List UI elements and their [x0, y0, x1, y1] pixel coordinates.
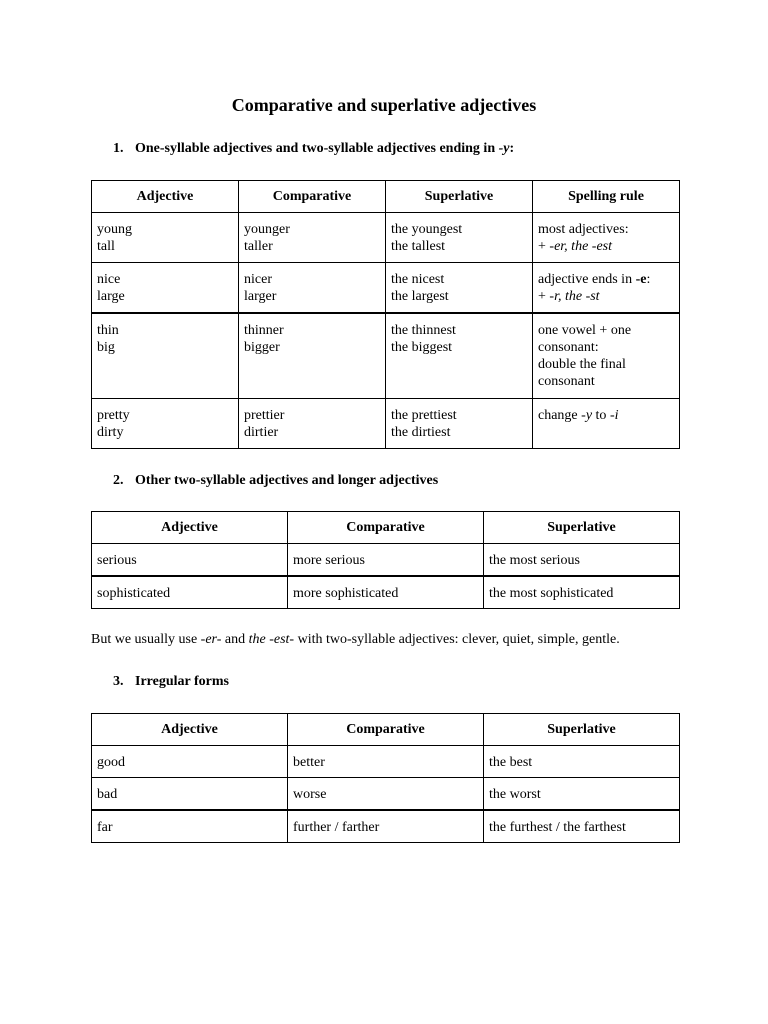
- section-2-number: 2.: [113, 473, 124, 488]
- table-row: [92, 576, 680, 609]
- table-row: [92, 544, 680, 577]
- table-longer-adjectives: [91, 511, 680, 609]
- note-text: But we usually use: [91, 632, 201, 647]
- rule-text: [538, 271, 674, 288]
- word: big: [97, 339, 115, 355]
- cell-comparative: worse: [288, 778, 484, 811]
- section-2-heading: [113, 472, 438, 489]
- cell-adjective: [92, 263, 239, 313]
- cell-adjective: far: [92, 810, 288, 843]
- header-comparative: Comparative: [239, 181, 386, 213]
- word: the dirtiest: [391, 425, 451, 440]
- cell-comparative: better: [288, 746, 484, 778]
- cell-adjective: [92, 213, 239, 263]
- note-text: with two-syllable adjectives: clever, quiet, simple, gentle.: [294, 632, 620, 647]
- section-3-number: 3.: [113, 674, 124, 689]
- header-superlative: Superlative: [484, 714, 680, 746]
- cell-adjective: [92, 313, 239, 399]
- word: thin: [97, 322, 119, 338]
- cell-superlative: [386, 263, 533, 313]
- cell-spelling-rule: [533, 263, 680, 313]
- table-row: [92, 313, 680, 399]
- rule-text: one vowel + one: [538, 322, 632, 338]
- cell-spelling-rule: [533, 399, 680, 449]
- table-row: [92, 778, 680, 811]
- word: nicer: [244, 272, 272, 287]
- header-superlative: Superlative: [386, 181, 533, 213]
- header-comparative: Comparative: [288, 714, 484, 746]
- section-1-number: 1.: [113, 141, 124, 156]
- word: young: [97, 222, 132, 237]
- word: large: [97, 289, 125, 304]
- cell-adjective: sophisticated: [92, 576, 288, 609]
- note-italic: -er-: [200, 632, 222, 647]
- table-header-row: [92, 512, 680, 544]
- cell-superlative: the furthest / the farthest: [484, 810, 680, 843]
- header-adjective: Adjective: [92, 512, 288, 544]
- cell-superlative: [386, 399, 533, 449]
- table-header-row: [92, 714, 680, 746]
- rule-italic: -y: [581, 408, 593, 423]
- rule-italic: -er, the -est: [549, 239, 612, 254]
- section-2-heading-text: Other two-syllable adjectives and longer adjectives: [135, 473, 439, 488]
- rule-bold: -e: [635, 272, 647, 287]
- header-superlative: Superlative: [484, 512, 680, 544]
- word: dirtier: [244, 425, 279, 440]
- rule-text: consonant: [538, 373, 595, 389]
- rule-text: double the final: [538, 356, 626, 372]
- cell-superlative: [386, 213, 533, 263]
- cell-superlative: [386, 313, 533, 399]
- word: thinner: [244, 322, 284, 338]
- cell-comparative: more sophisticated: [288, 576, 484, 609]
- cell-superlative: the best: [484, 746, 680, 778]
- section-3-heading-text: Irregular forms: [135, 674, 229, 689]
- table-header-row: [92, 181, 680, 213]
- rule-text: most adjectives:: [538, 222, 629, 237]
- cell-comparative: [239, 263, 386, 313]
- note-italic: the -est-: [248, 632, 295, 647]
- section-3-heading: [113, 673, 229, 690]
- word: bigger: [244, 339, 280, 355]
- table-row: [92, 810, 680, 843]
- word: the youngest: [391, 222, 463, 237]
- cell-spelling-rule: [533, 213, 680, 263]
- rule-plain: to: [592, 408, 610, 423]
- cell-adjective: good: [92, 746, 288, 778]
- note-text: and: [221, 632, 249, 647]
- word: nice: [97, 272, 121, 287]
- cell-adjective: [92, 399, 239, 449]
- table-row: [92, 263, 680, 313]
- cell-comparative: further / farther: [288, 810, 484, 843]
- word: the tallest: [391, 239, 446, 254]
- word: tall: [97, 239, 115, 254]
- section-1-heading-colon: :: [509, 141, 515, 156]
- section-1-heading-italic: -y: [498, 141, 510, 156]
- word: dirty: [97, 425, 124, 440]
- rule-italic: -i: [609, 408, 619, 423]
- cell-adjective: serious: [92, 544, 288, 577]
- table-row: [92, 746, 680, 778]
- rule-text: [538, 288, 674, 305]
- header-adjective: Adjective: [92, 714, 288, 746]
- header-spelling-rule: Spelling rule: [533, 181, 680, 213]
- cell-spelling-rule: [533, 313, 680, 399]
- cell-comparative: [239, 313, 386, 399]
- section-1-heading-text: One-syllable adjectives and two-syllable adjectives ending in: [135, 141, 499, 156]
- header-comparative: Comparative: [288, 512, 484, 544]
- rule-plain: +: [538, 239, 550, 254]
- cell-comparative: [239, 399, 386, 449]
- rule-italic: -r, the -st: [549, 289, 600, 304]
- header-adjective: Adjective: [92, 181, 239, 213]
- table-irregular-forms: [91, 713, 680, 843]
- rule-text: [538, 238, 674, 255]
- word: the biggest: [391, 339, 453, 355]
- section-1-heading: [113, 140, 514, 157]
- rule-plain: +: [538, 289, 550, 304]
- rule-text: consonant:: [538, 339, 599, 355]
- table-one-syllable: [91, 180, 680, 449]
- word: pretty: [97, 408, 130, 423]
- word: prettier: [244, 408, 285, 423]
- table-row: [92, 399, 680, 449]
- cell-superlative: the worst: [484, 778, 680, 811]
- word: taller: [244, 239, 273, 254]
- usage-note: [91, 631, 620, 648]
- cell-superlative: the most serious: [484, 544, 680, 577]
- cell-comparative: more serious: [288, 544, 484, 577]
- cell-superlative: the most sophisticated: [484, 576, 680, 609]
- page-title: Comparative and superlative adjectives: [231, 95, 537, 115]
- word: younger: [244, 222, 290, 237]
- cell-adjective: bad: [92, 778, 288, 811]
- cell-comparative: [239, 213, 386, 263]
- word: the largest: [391, 289, 449, 304]
- word: the nicest: [391, 272, 445, 287]
- rule-plain: adjective ends in: [538, 272, 636, 287]
- word: larger: [244, 289, 277, 304]
- table-row: [92, 213, 680, 263]
- rule-text: [538, 407, 674, 424]
- rule-plain: change: [538, 408, 582, 423]
- word: the prettiest: [391, 408, 457, 423]
- rule-plain: :: [646, 272, 651, 287]
- word: the thinnest: [391, 322, 456, 338]
